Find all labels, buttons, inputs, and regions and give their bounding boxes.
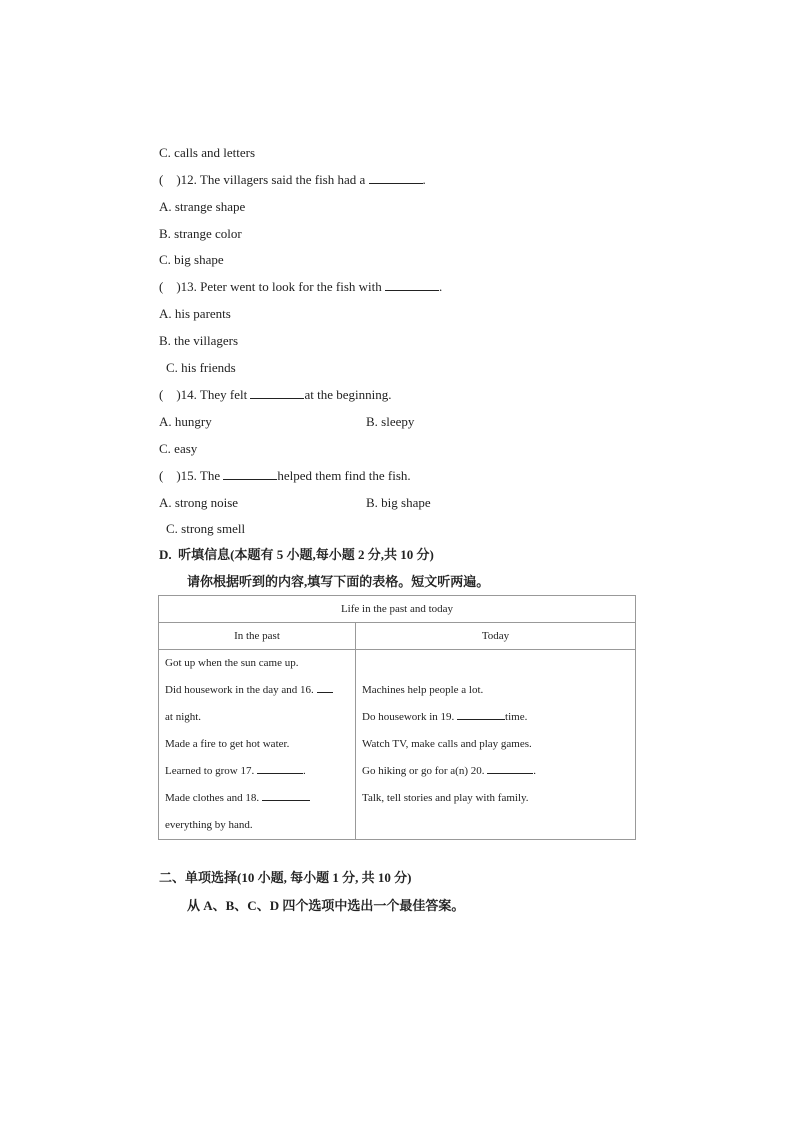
answer-paren: ( ) <box>159 279 181 294</box>
section-d-title: D. 听填信息(本题有 5 小题,每小题 2 分,共 10 分) <box>159 547 434 562</box>
answer-blank-17[interactable] <box>257 763 303 774</box>
past-line <box>159 677 355 704</box>
q13-option-b: B. the villagers <box>159 333 239 348</box>
period: . <box>533 765 537 777</box>
past-text: Made clothes and 18. <box>165 792 262 804</box>
period: . <box>302 765 306 777</box>
past-line <box>159 785 355 812</box>
question-stem: 13. Peter went to look for the fish with <box>180 279 386 294</box>
answer-blank-19[interactable] <box>457 709 505 720</box>
answer-paren: ( ) <box>159 387 181 402</box>
today-line <box>356 758 635 785</box>
today-line <box>356 704 635 731</box>
past-line: everything by hand. <box>165 819 253 831</box>
q14-option-c: C. easy <box>159 441 198 456</box>
question-stem: 14. They felt <box>180 387 251 402</box>
question-end: helped them find the fish. <box>277 468 411 483</box>
q15-option-c: C. strong smell <box>166 521 246 536</box>
past-line: Made a fire to get hot water. <box>165 738 290 750</box>
today-text: Do housework in 19. <box>362 711 458 723</box>
question-13 <box>159 279 442 295</box>
today-column <box>356 650 636 840</box>
question-end: . <box>422 172 426 187</box>
answer-blank[interactable] <box>250 387 304 399</box>
question-stem: 12. The villagers said the fish had a <box>180 172 369 187</box>
part2-title: 二、单项选择(10 小题, 每小题 1 分, 共 10 分) <box>159 870 412 885</box>
q13-option-a: A. his parents <box>159 306 231 321</box>
part2-instruction: 从 A、B、C、D 四个选项中选出一个最佳答案。 <box>187 898 465 913</box>
question-end: at the beginning. <box>304 387 392 402</box>
past-text: Learned to grow 17. <box>165 765 257 777</box>
today-line: Machines help people a lot. <box>362 684 484 696</box>
today-text: time. <box>505 711 528 723</box>
q12-option-a: A. strange shape <box>159 199 246 214</box>
q13-option-c: C. his friends <box>166 360 236 375</box>
section-d-instruction: 请你根据听到的内容,填写下面的表格。短文听两遍。 <box>187 574 490 589</box>
info-table <box>158 595 636 840</box>
q14-option-b: B. sleepy <box>366 414 415 429</box>
past-line: Got up when the sun came up. <box>165 657 299 669</box>
past-column <box>159 650 356 840</box>
q14-option-a: A. hungry <box>159 414 212 429</box>
question-14 <box>159 387 392 403</box>
answer-blank[interactable] <box>385 279 439 291</box>
q11-option-c: C. calls and letters <box>159 145 256 160</box>
q15-option-a: A. strong noise <box>159 495 239 510</box>
answer-blank[interactable] <box>223 468 277 480</box>
answer-blank-16[interactable] <box>317 682 333 693</box>
today-line: Watch TV, make calls and play games. <box>362 738 532 750</box>
spacer <box>356 650 635 677</box>
answer-blank-20[interactable] <box>487 763 533 774</box>
table-caption: Life in the past and today <box>159 596 636 623</box>
today-line: Talk, tell stories and play with family. <box>362 792 529 804</box>
past-line <box>159 758 355 785</box>
answer-paren: ( ) <box>159 172 181 187</box>
col-header-past: In the past <box>159 623 356 650</box>
question-12 <box>159 172 426 188</box>
answer-blank[interactable] <box>369 172 423 184</box>
question-stem: 15. The <box>180 468 224 483</box>
past-text: Did housework in the day and 16. <box>165 684 317 696</box>
answer-paren: ( ) <box>159 468 181 483</box>
question-15 <box>159 468 411 484</box>
today-text: Go hiking or go for a(n) 20. <box>362 765 488 777</box>
answer-blank-18[interactable] <box>262 790 310 801</box>
col-header-today: Today <box>356 623 636 650</box>
q12-option-c: C. big shape <box>159 252 224 267</box>
q12-option-b: B. strange color <box>159 226 242 241</box>
question-end: . <box>439 279 443 294</box>
past-line: at night. <box>165 711 202 723</box>
q15-option-b: B. big shape <box>366 495 431 510</box>
